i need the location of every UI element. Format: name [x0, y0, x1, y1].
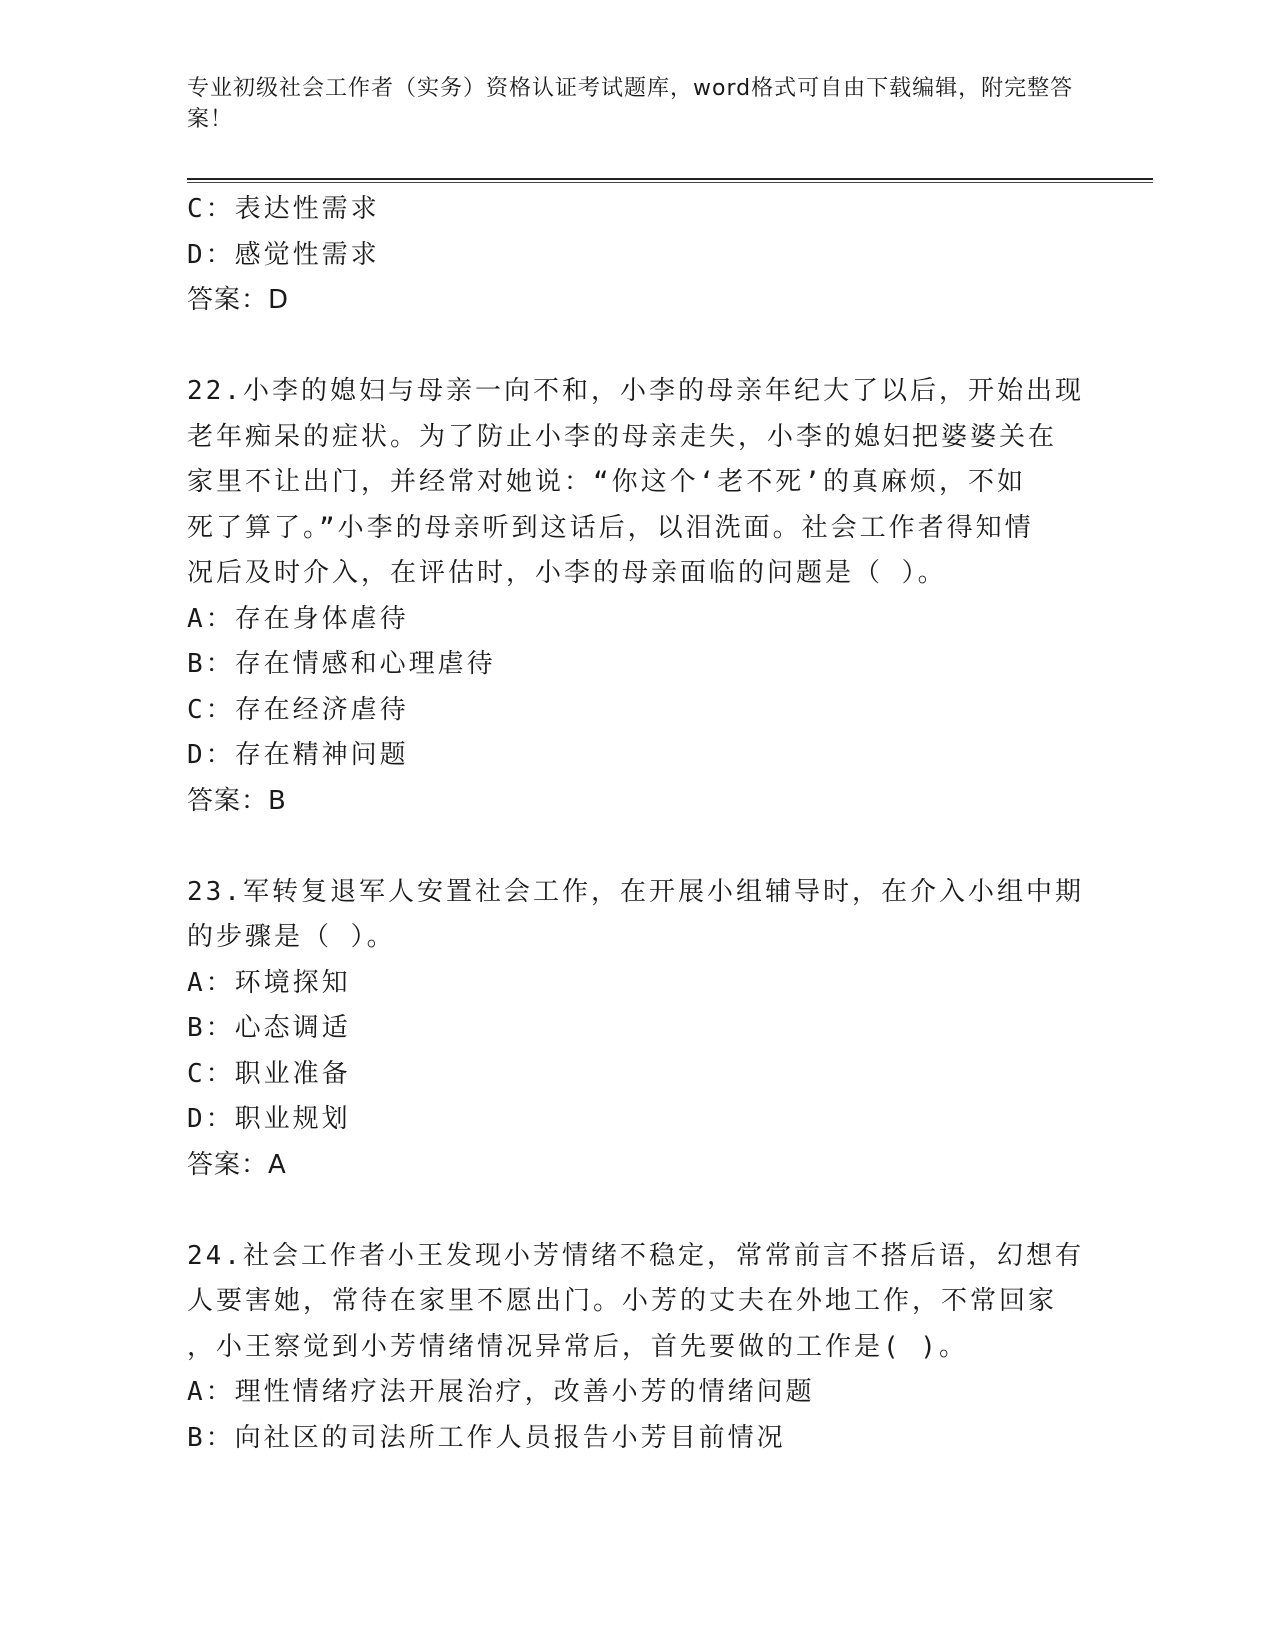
- header-rule-thin: [187, 182, 1153, 183]
- option-d: D：存在精神问题: [187, 740, 409, 770]
- option-line: D：感觉性需求: [187, 239, 380, 270]
- question-text-line: 死了算了。”小李的母亲听到这话后，以泪洗面。社会工作者得知情: [187, 512, 1034, 543]
- question-23: [187, 870, 1087, 1189]
- answer-line: 答案：D: [187, 285, 290, 315]
- option-a: A：存在身体虐待: [187, 603, 409, 634]
- option-b: B：存在情感和心理虐待: [187, 649, 496, 679]
- question-content: [187, 187, 1087, 1461]
- question-text-line: 家里不让出门，并经常对她说：“你这个‘老不死’的真麻烦，不如: [187, 467, 1026, 497]
- question-22: [187, 369, 1087, 824]
- question-text-line: 23.军转复退军人安置社会工作，在开展小组辅导时，在介入小组中期: [187, 876, 1084, 907]
- question-text-line: 24.社会工作者小王发现小芳情绪不稳定，常常前言不搭后语，幻想有: [187, 1240, 1084, 1271]
- option-b: B：心态调适: [187, 1013, 351, 1043]
- question-text-line: 况后及时介入，在评估时，小李的母亲面临的问题是（ ）。: [187, 558, 947, 588]
- option-c: C：职业准备: [187, 1058, 351, 1089]
- option-b: B：向社区的司法所工作人员报告小芳目前情况: [187, 1422, 786, 1453]
- page-header: 专业初级社会工作者（实务）资格认证考试题库，word格式可自由下载编辑，附完整答案！: [187, 76, 1074, 132]
- option-a: A：环境探知: [187, 967, 351, 998]
- option-c: C：存在经济虐待: [187, 694, 409, 725]
- question-text-line: ，小王察觉到小芳情绪情况异常后，首先要做的工作是( )。: [187, 1331, 968, 1362]
- option-a: A：理性情绪疗法开展治疗，改善小芳的情绪问题: [187, 1377, 815, 1407]
- question-text-line: 老年痴呆的症状。为了防止小李的母亲走失，小李的媳妇把婆婆关在: [187, 421, 1058, 452]
- question-text-line: 人要害她，常待在家里不愿出门。小芳的丈夫在外地工作，不常回家: [187, 1286, 1058, 1316]
- answer-line: 答案：A: [187, 1149, 287, 1180]
- option-line: C：表达性需求: [187, 194, 380, 224]
- question-text-line: 22.小李的媳妇与母亲一向不和，小李的母亲年纪大了以后，开始出现: [187, 376, 1084, 406]
- question-text-line: 的步骤是（ ）。: [187, 922, 396, 952]
- option-d: D：职业规划: [187, 1104, 351, 1134]
- question-24: [187, 1234, 1087, 1462]
- header-rule: [187, 178, 1153, 180]
- answer-line: 答案：B: [187, 785, 287, 816]
